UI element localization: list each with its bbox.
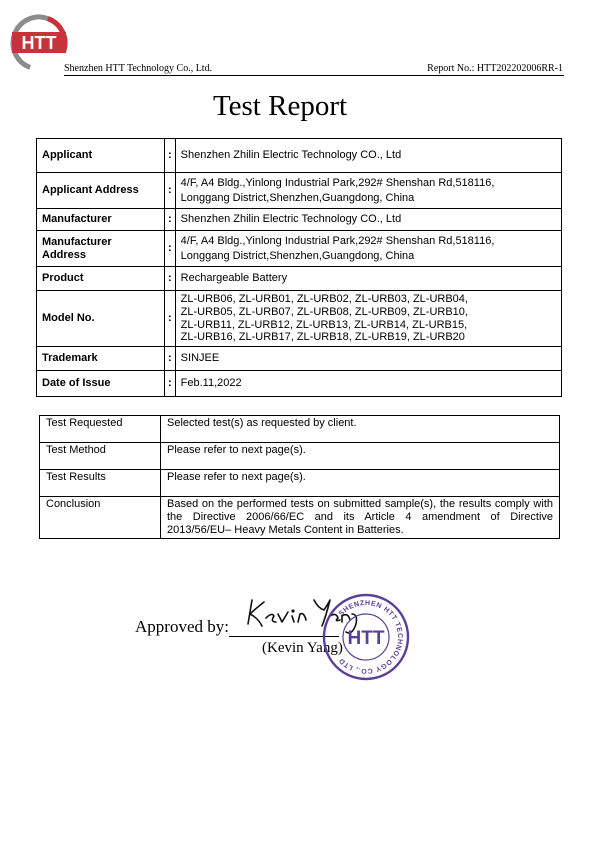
info-value: Rechargeable Battery xyxy=(175,267,561,291)
table-row xyxy=(37,173,562,209)
logo-text: HTT xyxy=(21,33,57,53)
info-value: SINJEE xyxy=(175,347,561,371)
colon: : xyxy=(165,347,176,371)
info-label: Manufacturer Address xyxy=(37,231,165,267)
colon: : xyxy=(165,231,176,267)
test-label: Test Results xyxy=(40,470,161,497)
test-label: Test Requested xyxy=(40,416,161,443)
test-value: Selected test(s) as requested by client. xyxy=(161,416,560,443)
report-number: Report No.: HTT202202006RR-1 xyxy=(427,63,563,74)
test-value: Based on the performed tests on submitted sample(s), the results comply with the Directive 2006/66/EC and its Article 4 amendment of Directive 2013/56/EU– Heavy Metals Content in Batteries. xyxy=(161,497,560,539)
info-label: Manufacturer xyxy=(37,209,165,231)
stamp-ring-text: SHENZHEN HTT TECHNOLOGY CO., LTD xyxy=(337,599,404,675)
company-seal xyxy=(322,593,410,681)
info-label: Model No. xyxy=(37,291,165,347)
colon: : xyxy=(165,139,176,173)
approved-by-label: Approved by: xyxy=(135,617,229,636)
info-value: 4/F, A4 Bldg.,Yinlong Industrial Park,292# Shenshan Rd,518116, Longgang District,Shenzhen,Guangdong, China xyxy=(175,231,561,267)
table-row xyxy=(37,267,562,291)
approver-name: (Kevin Yang) xyxy=(262,640,343,656)
info-value: Shenzhen Zhilin Electric Technology CO., Ltd xyxy=(175,139,561,173)
info-value: Shenzhen Zhilin Electric Technology CO., Ltd xyxy=(175,209,561,231)
info-label: Trademark xyxy=(37,347,165,371)
info-label: Applicant Address xyxy=(37,173,165,209)
test-label: Conclusion xyxy=(40,497,161,539)
page-title: Test Report xyxy=(212,90,348,122)
colon: : xyxy=(165,267,176,291)
colon: : xyxy=(165,209,176,231)
info-value: Feb.11,2022 xyxy=(175,371,561,397)
table-row xyxy=(40,497,560,539)
tests-table xyxy=(39,415,560,539)
table-row xyxy=(37,231,562,267)
colon: : xyxy=(165,173,176,209)
info-label: Applicant xyxy=(37,139,165,173)
table-row xyxy=(40,443,560,470)
colon: : xyxy=(165,371,176,397)
info-table xyxy=(36,138,562,397)
table-row xyxy=(37,139,562,173)
info-value: 4/F, A4 Bldg.,Yinlong Industrial Park,292# Shenshan Rd,518116, Longgang District,Shenzhen,Guangdong, China xyxy=(175,173,561,209)
test-label: Test Method xyxy=(40,443,161,470)
stamp-center-text: HTT xyxy=(347,628,385,649)
header-divider xyxy=(64,75,564,76)
info-label: Date of Issue xyxy=(37,371,165,397)
info-label: Product xyxy=(37,267,165,291)
htt-logo xyxy=(10,14,68,72)
table-row xyxy=(37,209,562,231)
test-value: Please refer to next page(s). xyxy=(161,470,560,497)
table-row xyxy=(37,371,562,397)
test-value: Please refer to next page(s). xyxy=(161,443,560,470)
company-name: Shenzhen HTT Technology Co., Ltd. xyxy=(64,63,213,74)
table-row xyxy=(37,291,562,347)
table-row xyxy=(40,470,560,497)
table-row xyxy=(40,416,560,443)
colon: : xyxy=(165,291,176,347)
table-row xyxy=(37,347,562,371)
info-value: ZL-URB06, ZL-URB01, ZL-URB02, ZL-URB03, ZL-URB04, ZL-URB05, ZL-URB07, ZL-URB08, ZL-URB09, ZL-URB10, ZL-URB11, ZL-URB12, ZL-URB13, ZL-URB14, ZL-URB15, ZL-URB16, ZL-URB17, ZL-URB18, ZL-URB19, ZL-URB20 xyxy=(175,291,561,347)
